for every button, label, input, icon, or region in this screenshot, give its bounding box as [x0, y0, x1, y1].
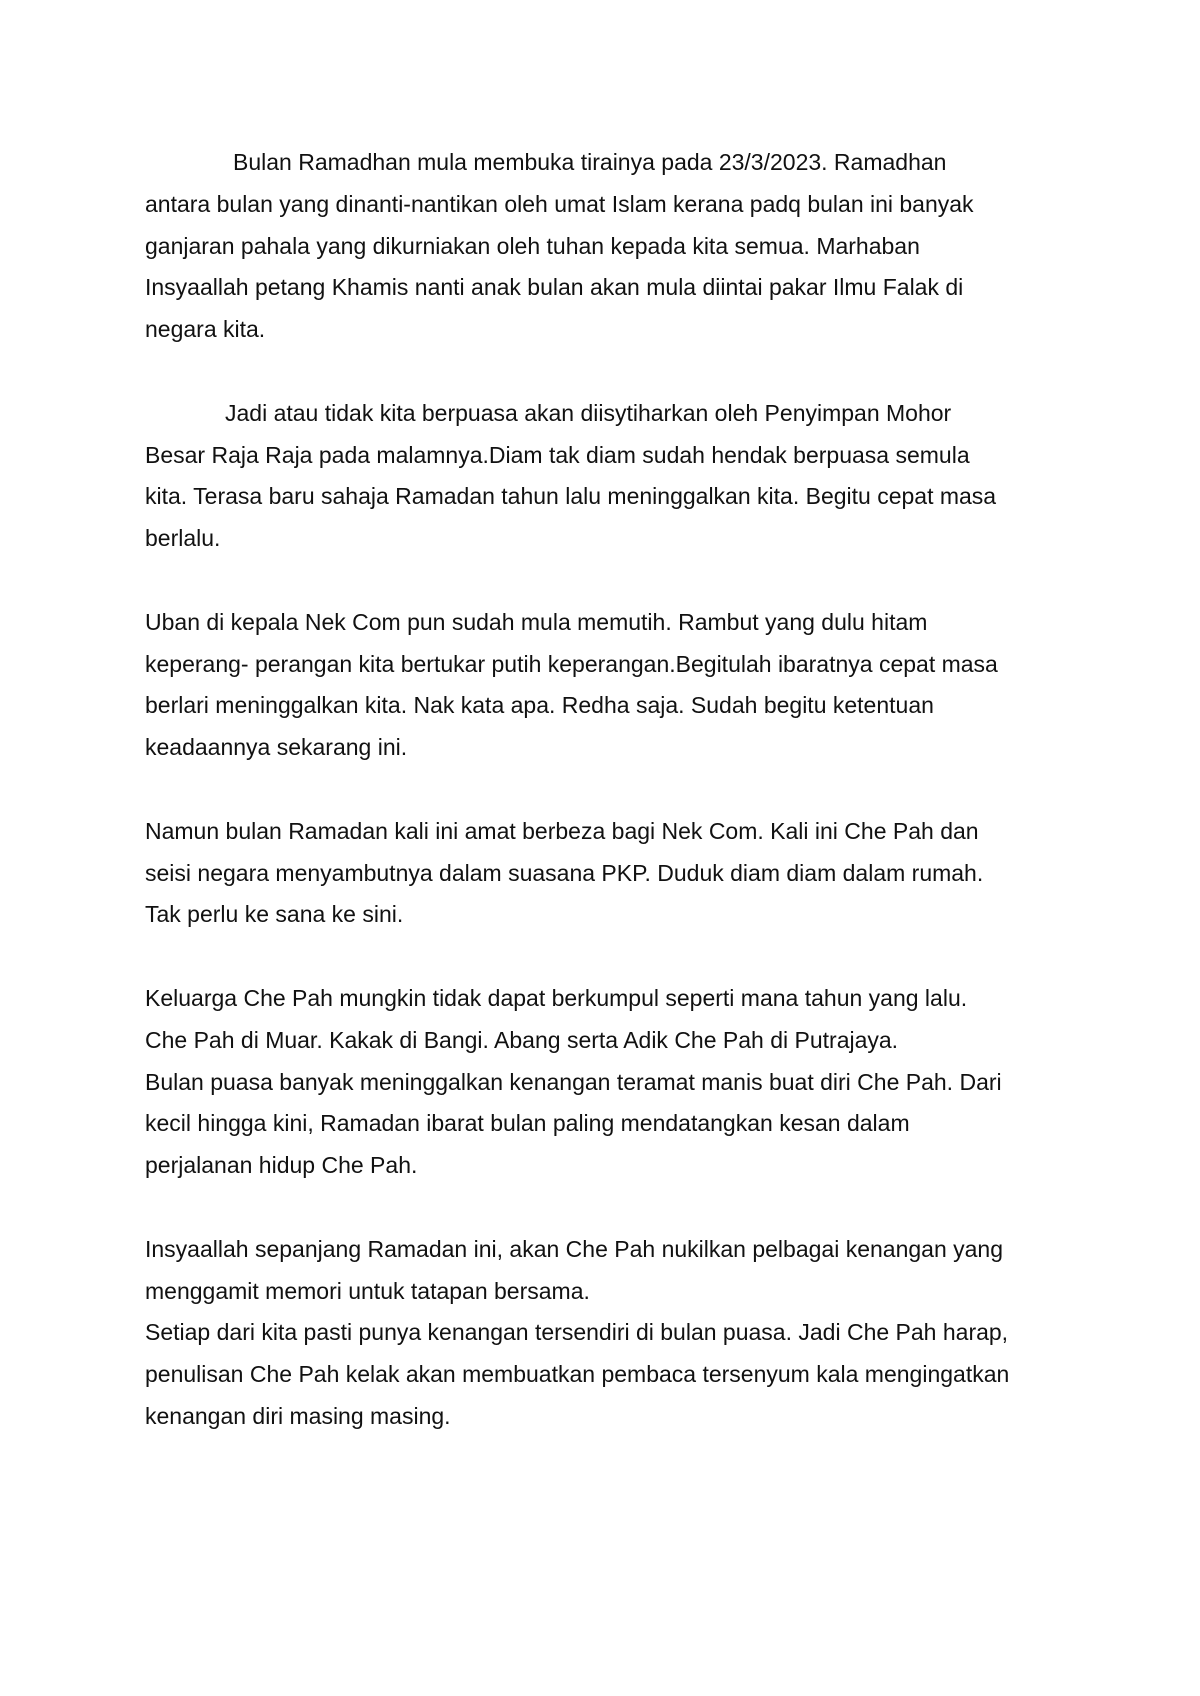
paragraph-6 — [145, 1229, 1075, 1438]
paragraph-line: Jadi atau tidak kita berpuasa akan diisytiharkan oleh Penyimpan Mohor — [225, 399, 952, 426]
paragraph-line: Bulan puasa banyak meninggalkan kenangan teramat manis buat diri Che Pah. Dari — [145, 1068, 1002, 1095]
paragraph-line: antara bulan yang dinanti-nantikan oleh umat Islam kerana padq bulan ini banyak — [145, 190, 974, 217]
paragraph-line: ganjaran pahala yang dikurniakan oleh tuhan kepada kita semua. Marhaban — [145, 232, 920, 259]
paragraph-5 — [145, 978, 1075, 1187]
paragraph-line: Insyaallah sepanjang Ramadan ini, akan Che Pah nukilkan pelbagai kenangan yang — [145, 1235, 1004, 1262]
paragraph-3 — [145, 602, 1075, 769]
paragraph-line: berlari meninggalkan kita. Nak kata apa. Redha saja. Sudah begitu ketentuan — [145, 692, 934, 719]
paragraph-line: Namun bulan Ramadan kali ini amat berbeza bagi Nek Com. Kali ini Che Pah dan — [145, 817, 979, 844]
paragraph-line: kecil hingga kini, Ramadan ibarat bulan paling mendatangkan kesan dalam — [145, 1110, 910, 1137]
paragraph-line: negara kita. — [145, 316, 266, 343]
paragraph-line: menggamit memori untuk tatapan bersama. — [145, 1277, 590, 1304]
paragraph-1 — [145, 142, 1075, 351]
paragraph-line: keadaannya sekarang ini. — [145, 734, 408, 761]
paragraph-line: seisi negara menyambutnya dalam suasana PKP. Duduk diam diam dalam rumah. — [145, 859, 984, 886]
paragraph-spacer — [145, 936, 1075, 978]
paragraph-line: perjalanan hidup Che Pah. — [145, 1152, 418, 1179]
paragraph-2 — [145, 393, 1075, 560]
paragraph-line: Che Pah di Muar. Kakak di Bangi. Abang serta Adik Che Pah di Putrajaya. — [145, 1026, 899, 1053]
paragraph-spacer — [145, 1187, 1075, 1229]
paragraph-4 — [145, 811, 1075, 936]
paragraph-line: Uban di kepala Nek Com pun sudah mula memutih. Rambut yang dulu hitam — [145, 608, 928, 635]
document-body — [145, 142, 1075, 1438]
paragraph-line: Bulan Ramadhan mula membuka tirainya pada 23/3/2023. Ramadhan — [233, 149, 947, 175]
paragraph-line: Keluarga Che Pah mungkin tidak dapat berkumpul seperti mana tahun yang lalu. — [145, 984, 968, 1011]
paragraph-spacer — [145, 769, 1075, 811]
paragraph-line: kita. Terasa baru sahaja Ramadan tahun lalu meninggalkan kita. Begitu cepat masa — [145, 483, 997, 510]
paragraph-line: Insyaallah petang Khamis nanti anak bulan akan mula diintai pakar Ilmu Falak di — [145, 274, 964, 301]
paragraph-spacer — [145, 560, 1075, 602]
paragraph-line: keperang- perangan kita bertukar putih keperangan.Begitulah ibaratnya cepat masa — [145, 650, 998, 677]
paragraph-line: Setiap dari kita pasti punya kenangan tersendiri di bulan puasa. Jadi Che Pah harap, — [145, 1319, 1009, 1346]
paragraph-line: Tak perlu ke sana ke sini. — [145, 901, 404, 928]
paragraph-line: penulisan Che Pah kelak akan membuatkan pembaca tersenyum kala mengingatkan — [145, 1361, 1010, 1388]
paragraph-line: Besar Raja Raja pada malamnya.Diam tak diam sudah hendak berpuasa semula — [145, 441, 970, 468]
paragraph-line: berlalu. — [145, 525, 221, 552]
paragraph-spacer — [145, 351, 1075, 393]
paragraph-line: kenangan diri masing masing. — [145, 1402, 451, 1429]
